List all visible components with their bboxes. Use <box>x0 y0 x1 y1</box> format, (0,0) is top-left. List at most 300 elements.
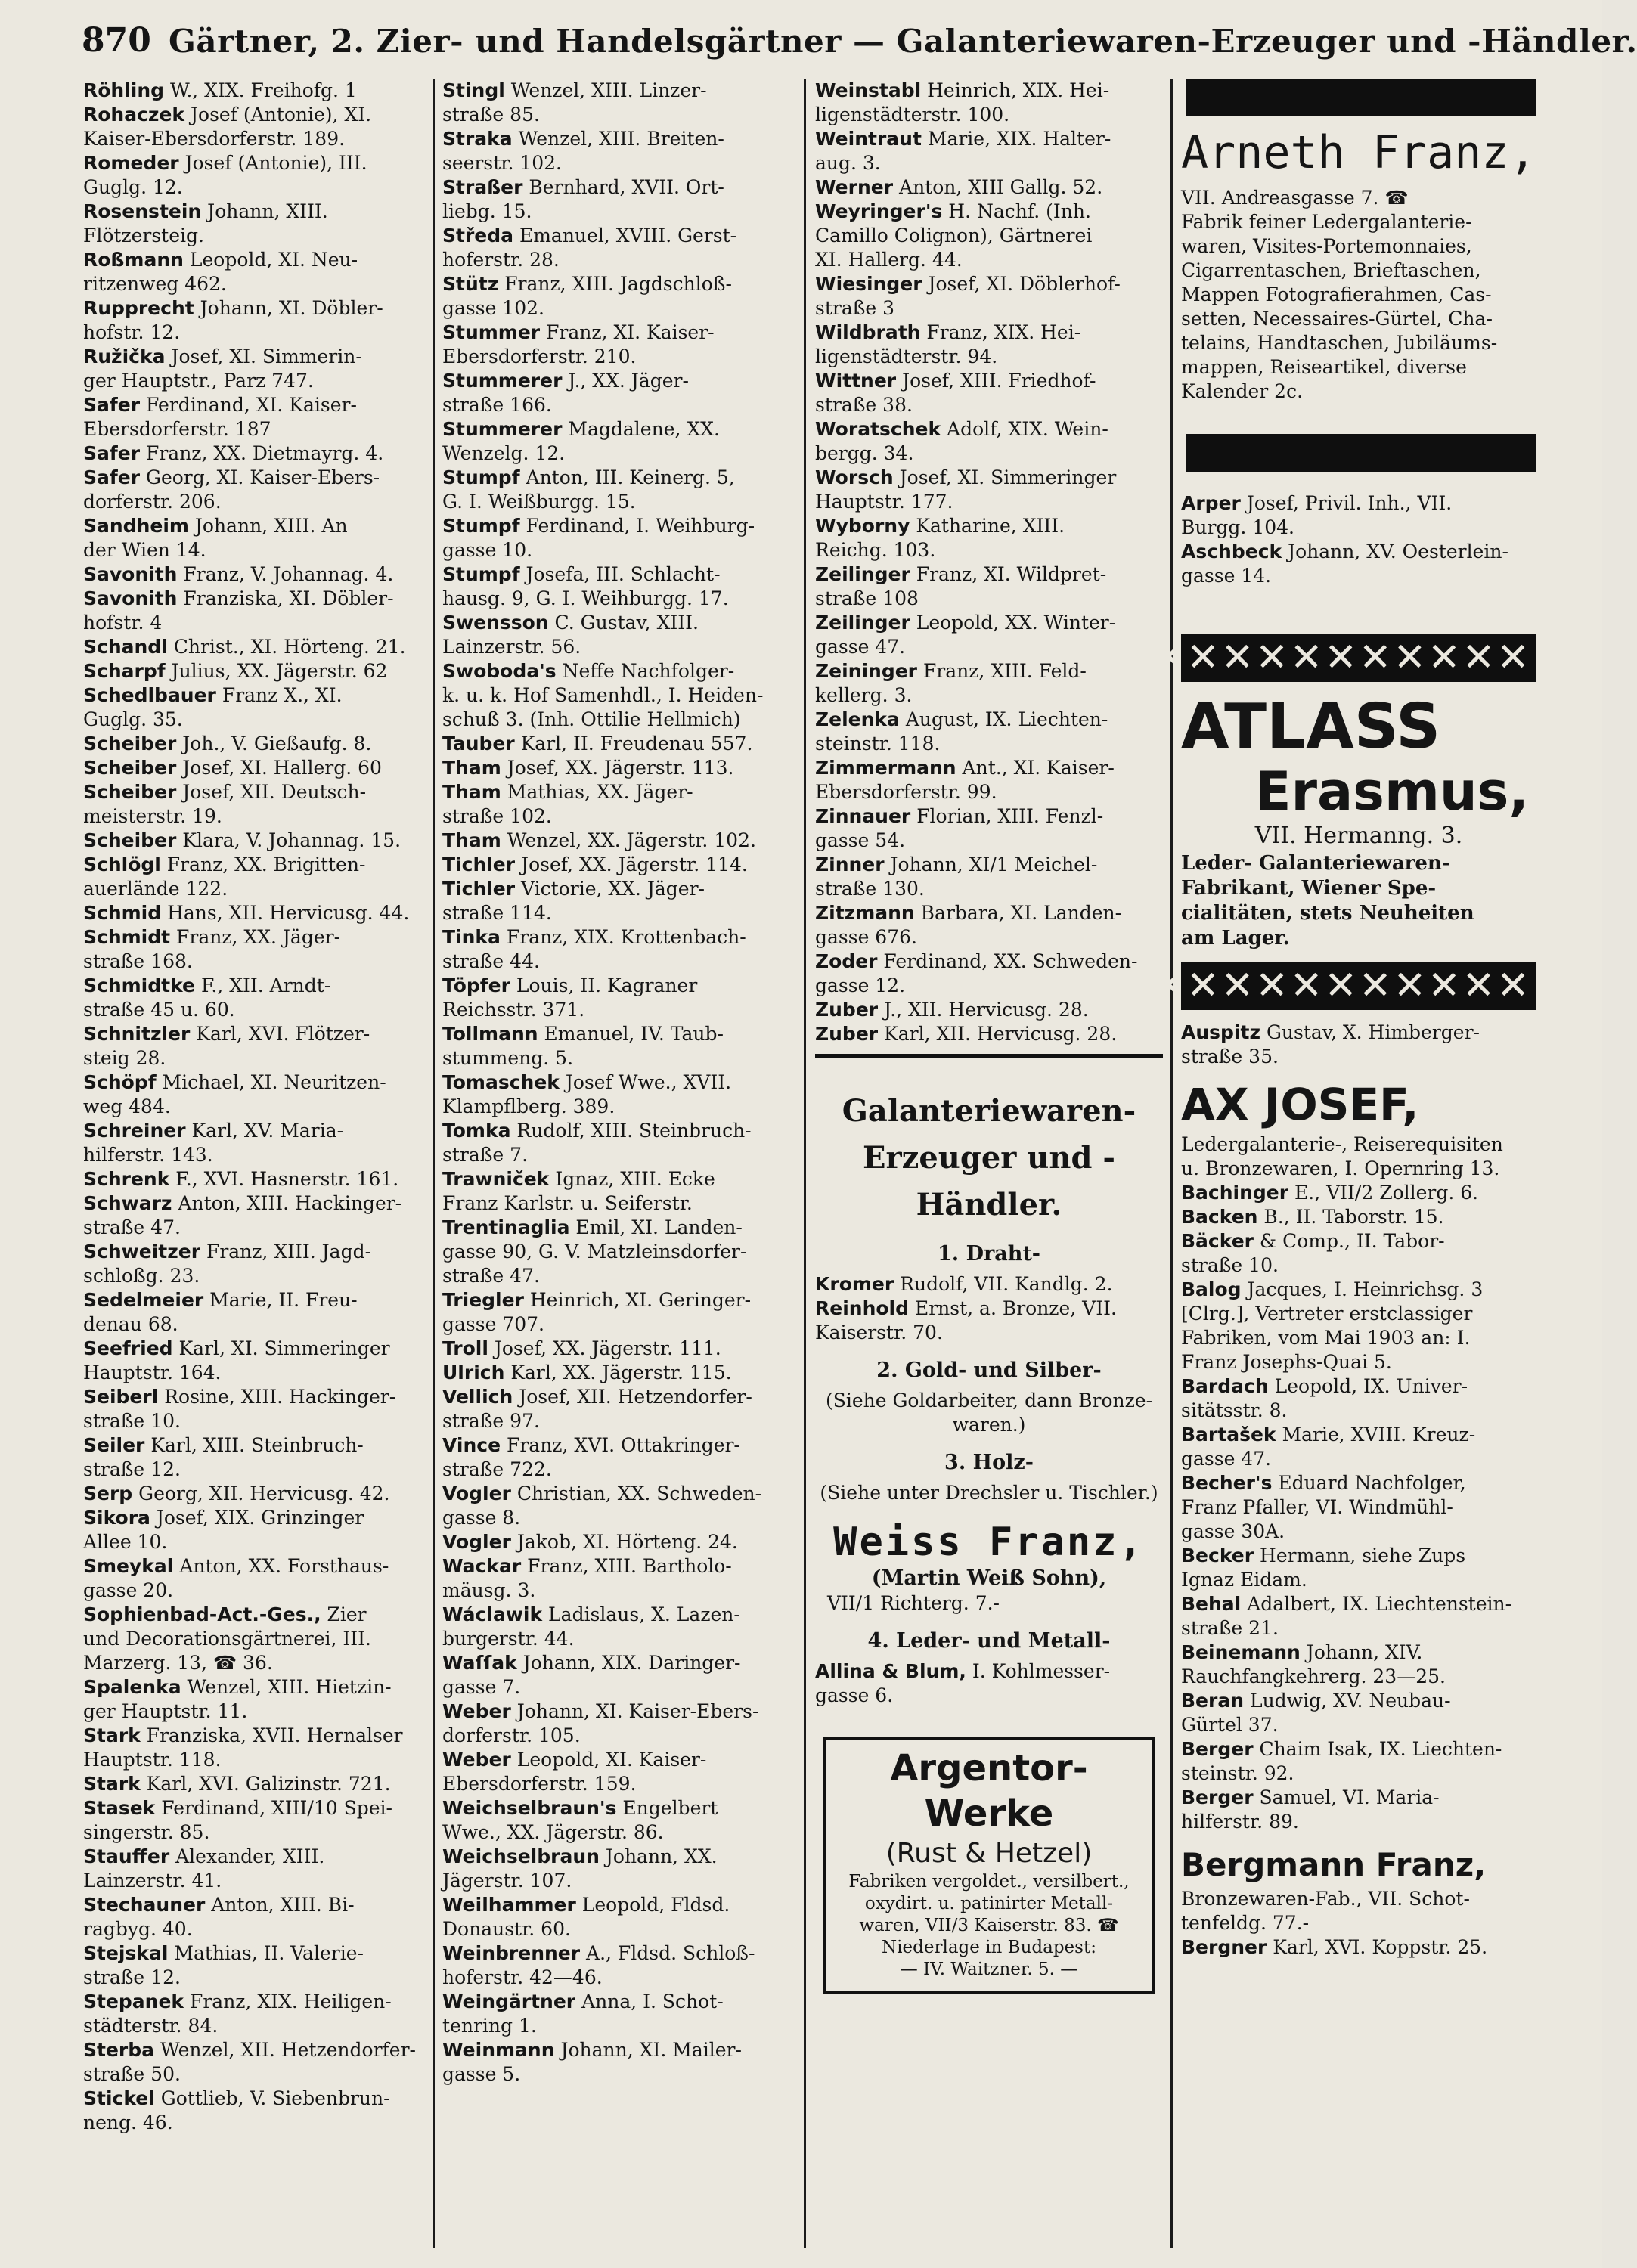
entry-address: Fabriken, vom Mai 1903 an: I. <box>1181 1327 1471 1349</box>
entry-name: Stark <box>83 1724 141 1746</box>
entry-address: F., XVI. Hasnerstr. 161. <box>169 1168 399 1190</box>
entry-address: Marie, II. Freu- <box>203 1289 358 1311</box>
bergmann-advert-name: Bergmann Franz, <box>1181 1846 1487 1883</box>
entry-address: XI. Hallerg. 44. <box>815 249 963 271</box>
entry-name: Wáclawik <box>442 1603 543 1625</box>
entry-address: gasse 676. <box>815 926 917 948</box>
entry-address: G. I. Weißburgg. 15. <box>442 491 636 513</box>
advert-line: tenfeldg. 77.- <box>1181 1912 1310 1934</box>
entry-address: straße 130. <box>815 878 925 900</box>
directory-entry-continuation <box>83 224 423 248</box>
entry-address: & Comp., II. Tabor- <box>1253 1230 1445 1252</box>
directory-entry <box>83 2038 423 2062</box>
entry-address: Christian, XX. Schweden- <box>510 1483 762 1504</box>
entry-name: Stumpf <box>442 563 520 585</box>
entry-address: Klampflberg. 389. <box>442 1095 615 1117</box>
column-4 <box>1152 79 1566 1960</box>
directory-entry <box>83 1191 423 1216</box>
entry-address: I. Kohlmesser- <box>966 1660 1111 1682</box>
entry-address: Michael, XI. Neuritzen- <box>156 1071 386 1093</box>
directory-entry-continuation <box>442 1579 801 1603</box>
advert-line: Fabriken vergoldet., versilbert., <box>848 1872 1130 1892</box>
entry-name: Sterba <box>83 2039 155 2061</box>
directory-entry <box>1181 1278 1536 1302</box>
entry-name: Zoder <box>815 950 878 972</box>
directory-entry <box>83 1990 423 2014</box>
entry-address: Franz X., XI. <box>215 684 343 706</box>
entry-name: Tham <box>442 757 501 779</box>
column-2 <box>442 79 801 2087</box>
directory-entry <box>442 1288 801 1312</box>
directory-entry <box>442 1603 801 1627</box>
entry-name: Schweitzer <box>83 1241 201 1263</box>
directory-entry-continuation <box>83 1966 423 1990</box>
directory-entry <box>815 901 1163 925</box>
entry-name: Vogler <box>442 1483 511 1504</box>
advert-text <box>830 1871 1148 1981</box>
entry-address: [Clrg.], Vertreter erstclassiger <box>1181 1303 1473 1325</box>
entry-address: Franz, XI. Kaiser- <box>540 321 715 343</box>
directory-entry-continuation <box>442 1191 801 1216</box>
entry-address: Adalbert, IX. Liechtenstein- <box>1241 1593 1512 1615</box>
directory-entry-continuation <box>83 1869 423 1893</box>
entry-address: Heinrich, XIX. Hei- <box>921 79 1110 101</box>
directory-entry-continuation <box>815 296 1163 321</box>
directory-entry-continuation <box>815 780 1163 804</box>
directory-entry <box>815 514 1163 538</box>
entry-name: Stechauner <box>83 1894 206 1916</box>
entry-name: Troll <box>442 1337 488 1359</box>
advert-line: — IV. Waitzner. 5. — <box>900 1960 1078 1979</box>
entry-address: Georg, XI. Kaiser-Ebers- <box>140 466 380 488</box>
entry-address: Heinrich, XI. Geringer- <box>523 1289 752 1311</box>
entry-address: Franz, XIX. Krottenbach- <box>500 926 746 948</box>
directory-entry-continuation <box>442 1966 801 1990</box>
directory-entry <box>815 175 1163 200</box>
entry-address: straße 722. <box>442 1458 552 1480</box>
directory-entry-continuation <box>442 393 801 417</box>
entry-address: Lainzerstr. 41. <box>83 1870 222 1892</box>
entry-address: Karl, XX. Jägerstr. 115. <box>504 1362 732 1383</box>
advert-name: Weiss Franz, <box>833 1520 1145 1565</box>
directory-entry-continuation <box>1181 1253 1536 1278</box>
entry-name: Zinner <box>815 854 885 875</box>
directory-entry-continuation <box>83 175 423 200</box>
directory-entry <box>83 466 423 490</box>
directory-entry-continuation <box>815 442 1163 466</box>
entry-address: gasse 6. <box>815 1684 894 1706</box>
entry-address: Franz, XVI. Ottakringer- <box>501 1434 740 1456</box>
entry-address: bergg. 34. <box>815 442 914 464</box>
directory-entry-continuation <box>442 998 801 1022</box>
advert-line: waren, Visites-Portemonnaies, <box>1181 235 1472 257</box>
directory-entry-continuation <box>442 804 801 829</box>
directory-entry <box>1181 1641 1536 1665</box>
directory-entry-continuation <box>83 369 423 393</box>
directory-entry-continuation <box>83 1143 423 1167</box>
directory-entry-continuation <box>83 321 423 345</box>
advert-name: Argentor-Werke <box>890 1747 1088 1835</box>
ornament-band <box>1152 962 1566 1010</box>
entry-address: Anton, XX. Forsthaus- <box>173 1555 389 1577</box>
entry-address: H. Nachf. (Inh. <box>942 200 1091 222</box>
entry-address: Josef (Antonie), III. <box>178 152 367 174</box>
entry-name: Weichselbraun's <box>442 1797 617 1819</box>
entry-address: Adolf, XIX. Wein- <box>941 418 1108 440</box>
entry-address: Josef, XIX. Grinzinger <box>150 1507 364 1529</box>
directory-entry-continuation <box>83 1699 423 1724</box>
directory-entry-continuation <box>815 151 1163 175</box>
entry-name: Tham <box>442 781 501 803</box>
entry-name: Triegler <box>442 1289 524 1311</box>
directory-entry-continuation <box>83 1748 423 1772</box>
entry-address: Karl, XII. Hervicusg. 28. <box>878 1023 1118 1045</box>
entry-name: Wackar <box>442 1555 522 1577</box>
entry-address: Josef Wwe., XVII. <box>559 1071 732 1093</box>
directory-entry <box>815 200 1163 224</box>
directory-entry-continuation <box>815 490 1163 514</box>
entry-address: August, IX. Liechten- <box>899 708 1108 730</box>
entry-address: denau 68. <box>83 1313 178 1335</box>
entry-address: Josef, XX. Jägerstr. 114. <box>515 854 748 875</box>
directory-entry-continuation <box>815 224 1163 248</box>
entry-address: Karl, XVI. Galizinstr. 721. <box>140 1773 391 1795</box>
entry-name: Balog <box>1181 1278 1242 1300</box>
entry-address: ligenstädterstr. 100. <box>815 104 1010 125</box>
entry-address: W., XIX. Freihofg. 1 <box>164 79 357 101</box>
directory-entry-continuation <box>815 974 1163 998</box>
entry-address: gasse 47. <box>1181 1448 1272 1470</box>
atlass-advert-address: VII. Hermanng. 3. <box>1254 823 1463 849</box>
directory-entry-continuation <box>815 103 1163 127</box>
directory-entry <box>815 417 1163 442</box>
directory-entry-continuation <box>1181 516 1536 540</box>
entry-address: Franz, XIII. Jagd- <box>200 1241 372 1263</box>
directory-entry <box>83 345 423 369</box>
entry-name: Stickel <box>83 2087 155 2109</box>
directory-entry <box>83 200 423 224</box>
entry-name: Sandheim <box>83 515 189 537</box>
advert-line: telains, Handtaschen, Jubiläums- <box>1181 332 1498 354</box>
directory-entry-continuation <box>83 708 423 732</box>
entry-address: tenring 1. <box>442 2015 537 2037</box>
directory-entry <box>83 562 423 587</box>
directory-entry-continuation <box>83 538 423 562</box>
directory-entry <box>83 1506 423 1530</box>
directory-entry <box>815 611 1163 635</box>
directory-entry <box>1181 491 1536 516</box>
entry-address: Franz Karlstr. u. Seiferstr. <box>442 1192 693 1214</box>
subsection-title: 4. Leder- und Metall- <box>867 1629 1111 1653</box>
entry-name: Backen <box>1181 1206 1258 1228</box>
directory-entry <box>83 853 423 877</box>
entry-address: Neffe Nachfolger- <box>556 660 735 682</box>
directory-entry-continuation <box>83 877 423 901</box>
directory-entry-continuation <box>1181 1326 1536 1350</box>
advert-line: cialitäten, stets Neuheiten <box>1181 902 1474 925</box>
entry-address: Josef, XI. Döblerhof- <box>922 273 1121 295</box>
entry-name: Zeininger <box>815 660 917 682</box>
entry-name: Sophienbad-Act.-Ges., <box>83 1603 321 1625</box>
entry-address: Wenzel, XIII. Hietzin- <box>181 1676 392 1698</box>
entry-address: Hauptstr. 177. <box>815 491 953 513</box>
directory-entry <box>442 1699 801 1724</box>
directory-entry-continuation <box>83 2111 423 2135</box>
directory-entry <box>815 659 1163 683</box>
entry-address: Bernhard, XVII. Ort- <box>522 176 724 198</box>
directory-entry <box>83 901 423 925</box>
directory-entry <box>442 756 801 780</box>
entry-address: Ludwig, XV. Neubau- <box>1244 1690 1451 1712</box>
directory-entry <box>83 1433 423 1458</box>
entry-address: Johann, XI. Mailer- <box>554 2039 742 2061</box>
directory-entry-continuation <box>815 732 1163 756</box>
entry-address: Ebersdorferstr. 159. <box>442 1773 637 1795</box>
entry-address: A., Fldsd. Schloß- <box>580 1942 755 1964</box>
directory-entry <box>1181 1471 1536 1495</box>
entry-address: sitätsstr. 8. <box>1181 1399 1288 1421</box>
directory-entry <box>83 1167 423 1191</box>
directory-entry-continuation <box>83 1409 423 1433</box>
directory-entry-continuation <box>815 1321 1163 1345</box>
entry-address: Franz, XX. Jäger- <box>170 926 341 948</box>
directory-entry-continuation <box>83 1627 423 1651</box>
entry-address: ritzenweg 462. <box>83 273 227 295</box>
entry-name: Berger <box>1181 1738 1254 1760</box>
directory-entry <box>442 1070 801 1095</box>
directory-entry <box>815 804 1163 829</box>
entry-address: hausg. 9, G. I. Weihburgg. 17. <box>442 587 729 609</box>
directory-entry-continuation <box>442 103 801 127</box>
entry-name: Trawniček <box>442 1168 550 1190</box>
entry-address: Josef, XI. Simmerin- <box>165 345 362 367</box>
entry-address: Franz, V. Johannag. 4. <box>177 563 394 585</box>
advert-line: Fabrik feiner Ledergalanterie- <box>1181 211 1472 233</box>
directory-entry <box>815 466 1163 490</box>
directory-entry <box>815 562 1163 587</box>
entry-name: Stumpf <box>442 515 520 537</box>
entry-address: gasse 8. <box>442 1507 521 1529</box>
entry-address: straße 50. <box>83 2063 181 2085</box>
entry-name: Schwarz <box>83 1192 172 1214</box>
directory-entry-continuation <box>815 877 1163 901</box>
subsection-note: (Siehe unter Drechsler u. Tischler.) <box>820 1482 1158 1504</box>
entry-address: Eduard Nachfolger, <box>1272 1472 1466 1494</box>
advert-subtitle: (Rust & Hetzel) <box>885 1838 1093 1869</box>
entry-address: Josef, XX. Jägerstr. 113. <box>501 757 734 779</box>
directory-entry <box>83 780 423 804</box>
entry-address: gasse 30A. <box>1181 1520 1285 1542</box>
entry-name: Zinnauer <box>815 805 911 827</box>
directory-entry <box>442 659 801 683</box>
entry-name: Arper <box>1181 492 1241 514</box>
directory-entry <box>442 1361 801 1385</box>
entry-address: Ebersdorferstr. 99. <box>815 781 997 803</box>
directory-entry-continuation <box>442 248 801 272</box>
directory-entry <box>1181 1205 1536 1229</box>
entry-address: ger Hauptstr., Parz 747. <box>83 370 314 392</box>
directory-entry-continuation <box>815 538 1163 562</box>
auspitz-entries <box>1181 1021 1536 1069</box>
directory-entry-continuation <box>83 1312 423 1337</box>
entry-name: Ružička <box>83 345 166 367</box>
entry-address: hilferstr. 143. <box>83 1144 213 1166</box>
directory-entry <box>83 974 423 998</box>
directory-entry <box>83 1941 423 1966</box>
ornament-pattern: ✕✕✕✕✕✕✕✕✕✕✕✕ <box>1152 963 1566 1009</box>
entry-address: F., XII. Arndt- <box>195 974 331 996</box>
entry-address: Franz, XIII. Jagdschloß- <box>498 273 732 295</box>
directory-entry <box>442 925 801 950</box>
entry-name: Worsch <box>815 466 894 488</box>
entry-name: Smeykal <box>83 1555 174 1577</box>
entry-address: Josef, XII. Deutsch- <box>176 781 367 803</box>
entry-name: Safer <box>83 442 141 464</box>
entry-address: singerstr. 85. <box>83 1821 210 1843</box>
directory-entry <box>83 1240 423 1264</box>
entry-address: Karl, XIII. Steinbruch- <box>144 1434 364 1456</box>
directory-entry <box>1181 1423 1536 1447</box>
entry-address: straße 12. <box>83 1966 181 1988</box>
directory-entry <box>1181 1021 1536 1045</box>
directory-entry <box>442 611 801 635</box>
directory-entry-continuation <box>442 1409 801 1433</box>
entry-name: Ulrich <box>442 1362 505 1383</box>
subsection-title: 2. Gold- und Silber- <box>876 1359 1102 1382</box>
entry-address: Wenzel, XIII. Linzer- <box>504 79 707 101</box>
entry-address: Anton, XIII Gallg. 52. <box>893 176 1103 198</box>
entry-address: gasse 5. <box>442 2063 521 2085</box>
entry-name: Weinmann <box>442 2039 555 2061</box>
entry-address: Hermann, siehe Zups <box>1254 1545 1466 1566</box>
advert-line: oxydirt. u. patinirter Metall- <box>864 1894 1114 1913</box>
directory-entry <box>83 1385 423 1409</box>
directory-entry-continuation <box>1181 1302 1536 1326</box>
bergmann-advert-text <box>1181 1887 1536 1935</box>
directory-entry <box>442 272 801 296</box>
entry-address: straße 44. <box>442 950 540 972</box>
entry-address: Josef (Antonie), XI. <box>184 104 372 125</box>
advert-line: waren, VII/3 Kaiserstr. 83. ☎ <box>859 1916 1119 1935</box>
entry-address: Franz, XIII. Bartholo- <box>521 1555 732 1577</box>
entry-name: Swensson <box>442 612 549 634</box>
directory-entry-continuation <box>83 1046 423 1070</box>
entry-address: Lainzerstr. 56. <box>442 636 581 658</box>
entry-name: Schmidt <box>83 926 171 948</box>
directory-entry-continuation <box>83 2014 423 2038</box>
entry-name: Roßmann <box>83 249 184 271</box>
ax-advert-text <box>1181 1132 1536 1181</box>
entry-name: Zitzmann <box>815 902 915 924</box>
entry-address: straße 102. <box>442 805 552 827</box>
entry-address: steinstr. 92. <box>1181 1762 1294 1784</box>
directory-entry <box>442 1941 801 1966</box>
directory-entry <box>442 1530 801 1554</box>
entry-name: Behal <box>1181 1593 1242 1615</box>
entry-address: Kaiser-Ebersdorferstr. 189. <box>83 128 346 150</box>
entry-name: Stark <box>83 1773 141 1795</box>
directory-entry <box>815 1659 1163 1684</box>
directory-entry <box>1181 1181 1536 1205</box>
entry-address: Flötzersteig. <box>83 225 204 246</box>
entry-address: Reichg. 103. <box>815 539 936 561</box>
entry-address: Hauptstr. 164. <box>83 1362 222 1383</box>
directory-entry-continuation <box>442 1143 801 1167</box>
column-3 <box>815 79 1163 1994</box>
entry-name: Tham <box>442 829 501 851</box>
entry-name: Vellich <box>442 1386 513 1408</box>
directory-entry-continuation <box>442 1046 801 1070</box>
directory-entry <box>815 127 1163 151</box>
directory-entry-continuation <box>815 683 1163 708</box>
directory-entry-continuation <box>83 490 423 514</box>
entry-address: Donaustr. 60. <box>442 1918 571 1940</box>
subsection-note: (Siehe Goldarbeiter, dann Bronze- <box>825 1390 1153 1411</box>
entry-address: Hans, XII. Hervicusg. 44. <box>161 902 410 924</box>
entry-address: Ebersdorferstr. 187 <box>83 418 271 440</box>
entry-address: Gürtel 37. <box>1181 1714 1279 1736</box>
entry-address: hofstr. 12. <box>83 321 181 343</box>
entry-address: Zier <box>321 1603 367 1625</box>
entry-address: Johann, XIV. <box>1300 1641 1423 1663</box>
directory-entry-continuation <box>442 1627 801 1651</box>
entry-address: mäusg. 3. <box>442 1579 536 1601</box>
directory-entry <box>83 1603 423 1627</box>
entry-name: Wiesinger <box>815 273 922 295</box>
entry-address: Rudolf, VII. Kandlg. 2. <box>894 1273 1113 1295</box>
entry-address: straße 166. <box>442 394 552 416</box>
entry-address: Marie, XIX. Halter- <box>921 128 1111 150</box>
directory-entry <box>1181 1786 1536 1810</box>
entry-address: Josef, Privil. Inh., VII. <box>1240 492 1453 514</box>
entry-address: Victorie, XX. Jäger- <box>515 878 705 900</box>
entry-name: Seefried <box>83 1337 173 1359</box>
entry-name: Safer <box>83 466 141 488</box>
entry-name: Schedlbauer <box>83 684 216 706</box>
directory-entry-continuation <box>83 1264 423 1288</box>
directory-entry <box>1181 540 1536 564</box>
entry-address: Anton, XIII. Bi- <box>205 1894 355 1916</box>
entry-name: Romeder <box>83 152 179 174</box>
entry-name: Tichler <box>442 878 516 900</box>
entry-address: Wenzel, XIII. Breiten- <box>512 128 724 150</box>
entry-name: Vogler <box>442 1531 511 1553</box>
directory-entry <box>815 369 1163 393</box>
entry-address: Johann, XIX. Daringer- <box>516 1652 741 1674</box>
entry-address: Engelbert <box>616 1797 718 1819</box>
entry-name: Schrenk <box>83 1168 170 1190</box>
directory-entry <box>83 925 423 950</box>
directory-entry-continuation <box>83 611 423 635</box>
advert-line: mappen, Reiseartikel, diverse <box>1181 356 1467 378</box>
directory-entry-continuation <box>83 1917 423 1941</box>
entry-address: Ignaz Eidam. <box>1181 1569 1307 1591</box>
directory-entry <box>83 1845 423 1869</box>
entry-name: Röhling <box>83 79 165 101</box>
entry-address: dorferstr. 206. <box>83 491 222 513</box>
entry-address: Franz, XX. Brigitten- <box>160 854 366 875</box>
entry-address: Camillo Colignon), Gärtnerei <box>815 225 1093 246</box>
entry-address: Wenzelg. 12. <box>442 442 566 464</box>
subsection-note: waren.) <box>952 1414 1026 1436</box>
entry-name: Schnitzler <box>83 1023 191 1045</box>
directory-entry-continuation <box>442 587 801 611</box>
atlass-advert-text <box>1181 851 1536 951</box>
directory-entry-continuation <box>1181 1568 1536 1592</box>
entry-name: Zelenka <box>815 708 900 730</box>
directory-entry <box>442 732 801 756</box>
directory-entry <box>815 272 1163 296</box>
